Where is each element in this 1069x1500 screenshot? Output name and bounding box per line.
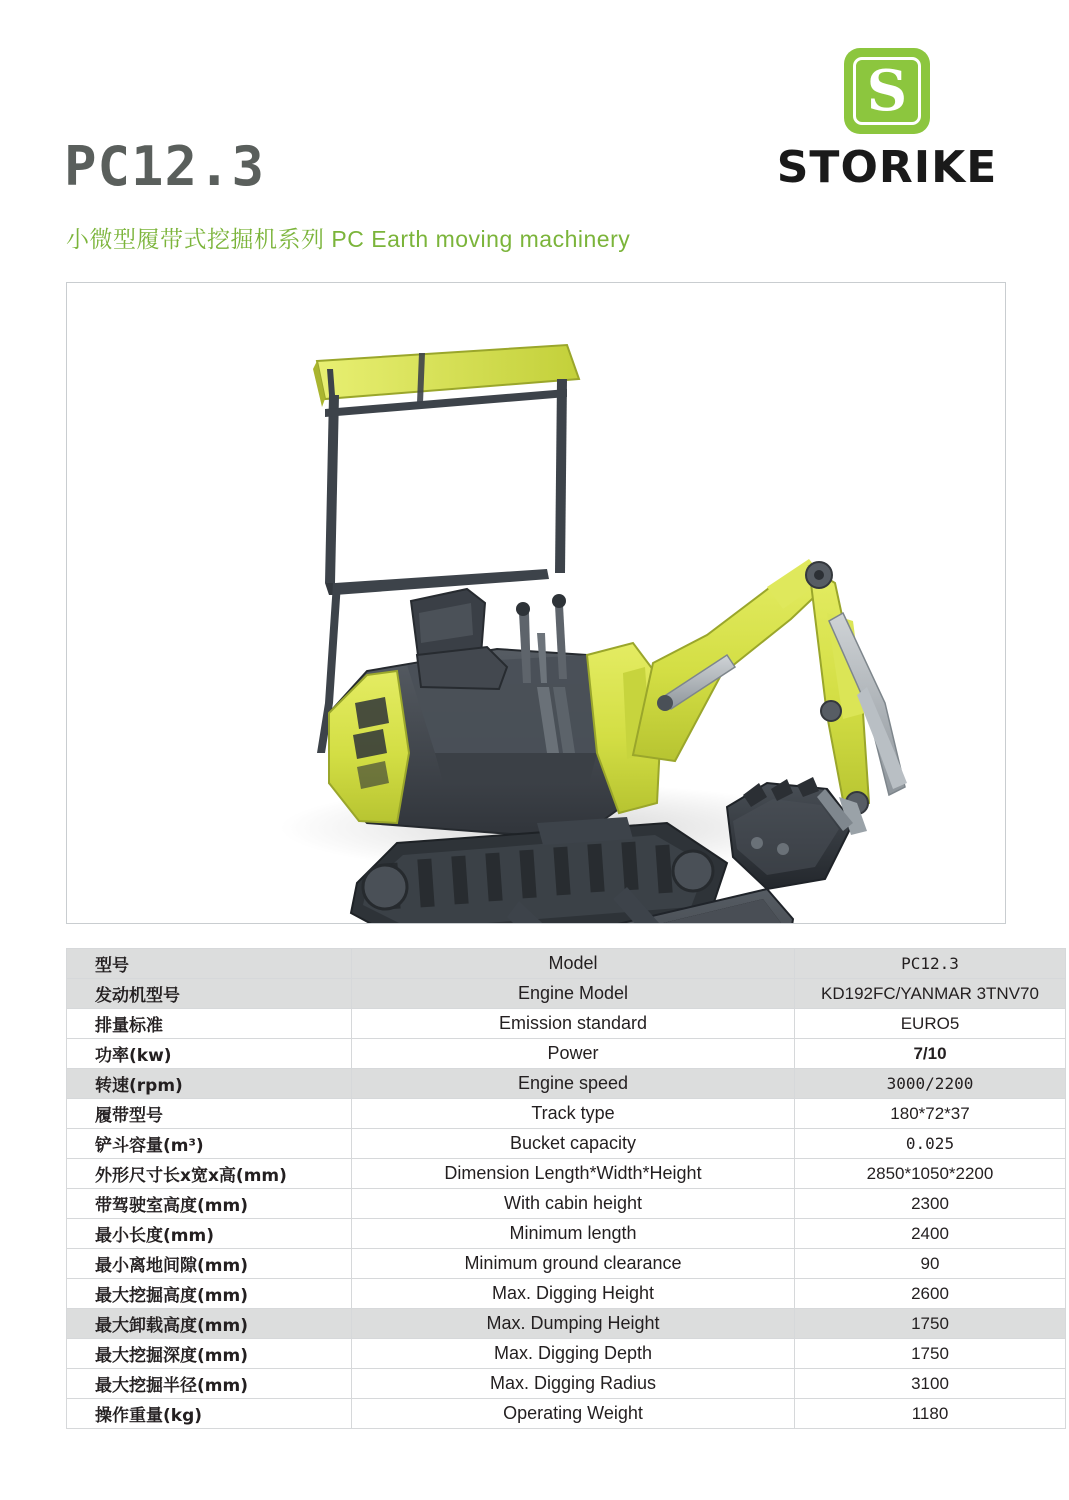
spec-label-cn: 最大挖掘半径(mm) xyxy=(67,1369,352,1399)
brand-name: STORIKE xyxy=(776,142,998,193)
spec-label-en: Track type xyxy=(352,1099,795,1129)
spec-label-cn: 型号 xyxy=(67,949,352,979)
spec-label-en: Emission standard xyxy=(352,1009,795,1039)
spec-value: 90 xyxy=(795,1249,1066,1279)
spec-label-en: Max. Dumping Height xyxy=(352,1309,795,1339)
spec-value: 2300 xyxy=(795,1189,1066,1219)
spec-label-cn: 外形尺寸长x宽x高(mm) xyxy=(67,1159,352,1189)
spec-label-en: Engine Model xyxy=(352,979,795,1009)
product-image-panel xyxy=(66,282,1006,924)
subtitle-english: PC Earth moving machinery xyxy=(331,226,631,252)
spec-value: PC12.3 xyxy=(795,949,1066,979)
table-row xyxy=(67,1369,1066,1399)
table-row xyxy=(67,1309,1066,1339)
spec-label-en: Dimension Length*Width*Height xyxy=(352,1159,795,1189)
spec-value: 2600 xyxy=(795,1279,1066,1309)
spec-label-en: Model xyxy=(352,949,795,979)
table-row xyxy=(67,1099,1066,1129)
spec-label-en: Minimum length xyxy=(352,1219,795,1249)
spec-label-cn: 带驾驶室高度(mm) xyxy=(67,1189,352,1219)
spec-label-cn: 最小长度(mm) xyxy=(67,1219,352,1249)
spec-label-en: Max. Digging Radius xyxy=(352,1369,795,1399)
table-row xyxy=(67,1279,1066,1309)
spec-label-cn: 操作重量(kg) xyxy=(67,1399,352,1429)
spec-label-en: Max. Digging Depth xyxy=(352,1339,795,1369)
table-row xyxy=(67,1249,1066,1279)
excavator-illustration xyxy=(67,283,1005,923)
spec-label-en: Minimum ground clearance xyxy=(352,1249,795,1279)
spec-value: 1750 xyxy=(795,1339,1066,1369)
spec-label-cn: 铲斗容量(m³) xyxy=(67,1129,352,1159)
spec-value: 2850*1050*2200 xyxy=(795,1159,1066,1189)
spec-value: 1180 xyxy=(795,1399,1066,1429)
spec-value: 3000/2200 xyxy=(795,1069,1066,1099)
logo-letter: S xyxy=(866,58,908,124)
spec-value: KD192FC/YANMAR 3TNV70 xyxy=(795,979,1066,1009)
spec-value: 2400 xyxy=(795,1219,1066,1249)
product-photo xyxy=(67,283,1005,923)
subtitle-chinese: 小微型履带式挖掘机系列 xyxy=(66,227,325,253)
table-row xyxy=(67,1129,1066,1159)
specifications-table xyxy=(66,948,1066,1429)
table-row xyxy=(67,1399,1066,1429)
spec-value: 180*72*37 xyxy=(795,1099,1066,1129)
spec-label-en: Power xyxy=(352,1039,795,1069)
spec-value: 7/10 xyxy=(795,1039,1066,1069)
spec-label-cn: 最小离地间隙(mm) xyxy=(67,1249,352,1279)
spec-label-en: Engine speed xyxy=(352,1069,795,1099)
brand-logo xyxy=(757,48,1017,193)
table-row xyxy=(67,1159,1066,1189)
page-subtitle xyxy=(66,228,630,252)
spec-value: 1750 xyxy=(795,1309,1066,1339)
page-title: PC12.3 xyxy=(64,135,266,198)
spec-label-en: Max. Digging Height xyxy=(352,1279,795,1309)
spec-label-cn: 发动机型号 xyxy=(67,979,352,1009)
table-row xyxy=(67,1219,1066,1249)
table-row xyxy=(67,1069,1066,1099)
spec-value: 3100 xyxy=(795,1369,1066,1399)
table-row xyxy=(67,1339,1066,1369)
spec-table-body xyxy=(67,949,1066,1429)
spec-label-cn: 最大卸载高度(mm) xyxy=(67,1309,352,1339)
page-header xyxy=(0,0,1069,260)
spec-label-cn: 最大挖掘深度(mm) xyxy=(67,1339,352,1369)
spec-value: EURO5 xyxy=(795,1009,1066,1039)
spec-label-cn: 排量标准 xyxy=(67,1009,352,1039)
table-row xyxy=(67,1039,1066,1069)
spec-label-cn: 转速(rpm) xyxy=(67,1069,352,1099)
spec-label-cn: 最大挖掘高度(mm) xyxy=(67,1279,352,1309)
spec-label-cn: 功率(kw) xyxy=(67,1039,352,1069)
spec-label-en: Bucket capacity xyxy=(352,1129,795,1159)
spec-label-cn: 履带型号 xyxy=(67,1099,352,1129)
spec-label-en: Operating Weight xyxy=(352,1399,795,1429)
storike-square-logo-icon xyxy=(844,48,930,134)
table-row xyxy=(67,1189,1066,1219)
spec-label-en: With cabin height xyxy=(352,1189,795,1219)
table-row xyxy=(67,949,1066,979)
table-row xyxy=(67,979,1066,1009)
table-row xyxy=(67,1009,1066,1039)
spec-value: 0.025 xyxy=(795,1129,1066,1159)
